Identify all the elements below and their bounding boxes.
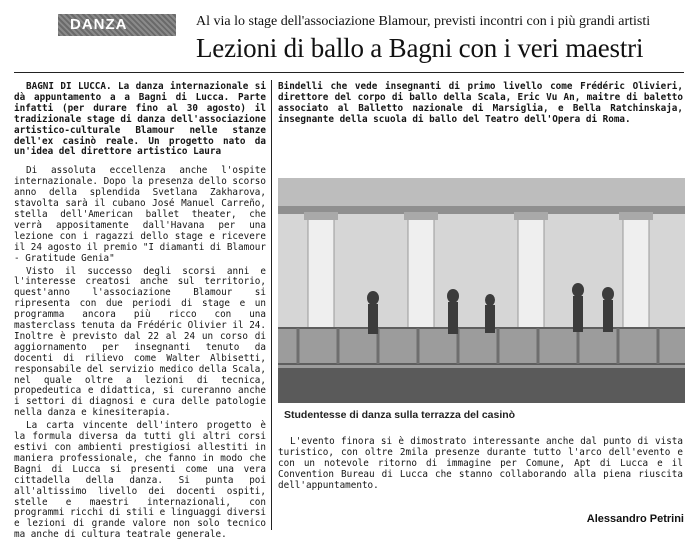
headline: Lezioni di ballo a Bagni con i veri maestri — [196, 33, 644, 63]
author-byline: Alessandro Petrini — [586, 513, 684, 525]
article-column-right-bottom — [278, 437, 683, 492]
body-paragraph: La carta vincente dell'intero progetto è la formula diversa da tutti gli altri corsi estivi con ambienti prestigiosi allestiti in maniera professionale, che fanno in modo che Bagni di Lucca si presenti come una vera cittadella della danza. Si punta poi all'altissimo livello dei docenti ospiti, stelle e maestri internazionali, con programmi ricchi di stili e linguaggi diversi e lezioni di grande valore non solo tecnico ma anche di cultura teatrale generale. — [14, 420, 266, 541]
body-paragraph: Di assoluta eccellenza anche l'ospite internazionale. Dopo la presenza dello scorso anno della splendida Svetlana Zakharova, stavolta sarà il cubano José Manuel Carreño, stella dell'American ballet theater, che verrà appositamente dall'Havana per una lezione con i ragazzi dello stage e ricevere il 24 agosto il premio "I diamanti di Blamour - Gratitude Genia" — [14, 165, 266, 264]
photo-scene — [278, 178, 685, 403]
dateline: BAGNI DI LUCCA. — [26, 81, 112, 92]
terrace-photo — [278, 178, 685, 403]
body-paragraph: Visto il successo degli scorsi anni e l'interesse creatosi anche sul territorio, quest'anno l'associazione Blamour si ripresenta con due periodi di stage e un programma ancora più ricco con una masterclass tenuta da Frédéric Olivier il 24. Inoltre è previsto dal 22 al 24 un corso di aggiornamento per insegnanti tenuto da docenti di rilievo come Walter Albisetti, responsabile del servizio medico della Scala, nel quale oltre a lezioni di tecnica, propedeutica e didattica, si cureranno anche i settori di diagnosi e cura delle patologie nella danza e kinesiterapia. — [14, 265, 266, 419]
kicker: Al via lo stage dell'associazione Blamour, previsti incontri con i più grandi artisti — [196, 14, 651, 29]
photo-caption: Studentesse di danza sulla terrazza del casinò — [284, 409, 516, 421]
lead-text: La danza internazionale si dà appuntamento a a Bagni di Lucca. Parte infatti (per durare fino al 30 agosto) il tradizionale stage di danza dell'associazione artistico-culturale Blamour nelle stanze dell'ex casinò reale. Un progetto nato da un'idea del direttore artistico Laura — [14, 81, 266, 158]
article-column-left — [14, 82, 266, 541]
continuation-paragraph: Bindelli che vede insegnanti di primo livello come Frédéric Olivieri, direttore del corpo di ballo della Scala, Eric Vu An, maitre di baletto associato al Balletto nazionale di Marsiglia, e Bella Ratchinskaja, insegnante della scuola di ballo del Teatro dell'Opera di Roma. — [278, 81, 683, 125]
column-divider — [271, 80, 272, 530]
article-column-right-top — [278, 82, 683, 126]
section-tag: DANZA — [58, 14, 176, 36]
closing-paragraph: L'evento finora si è dimostrato interessante anche dal punto di vista turistico, con oltre 2mila presenze durante tutto l'arco dell'evento e con un notevole ritorno di immagine per Comune, Apt di Lucca e il Convention Bureau di Lucca che stanno collaborando alla piena riuscita dell'appuntamento. — [278, 436, 683, 491]
lead-paragraph — [14, 82, 266, 158]
headline-rule — [14, 72, 684, 73]
